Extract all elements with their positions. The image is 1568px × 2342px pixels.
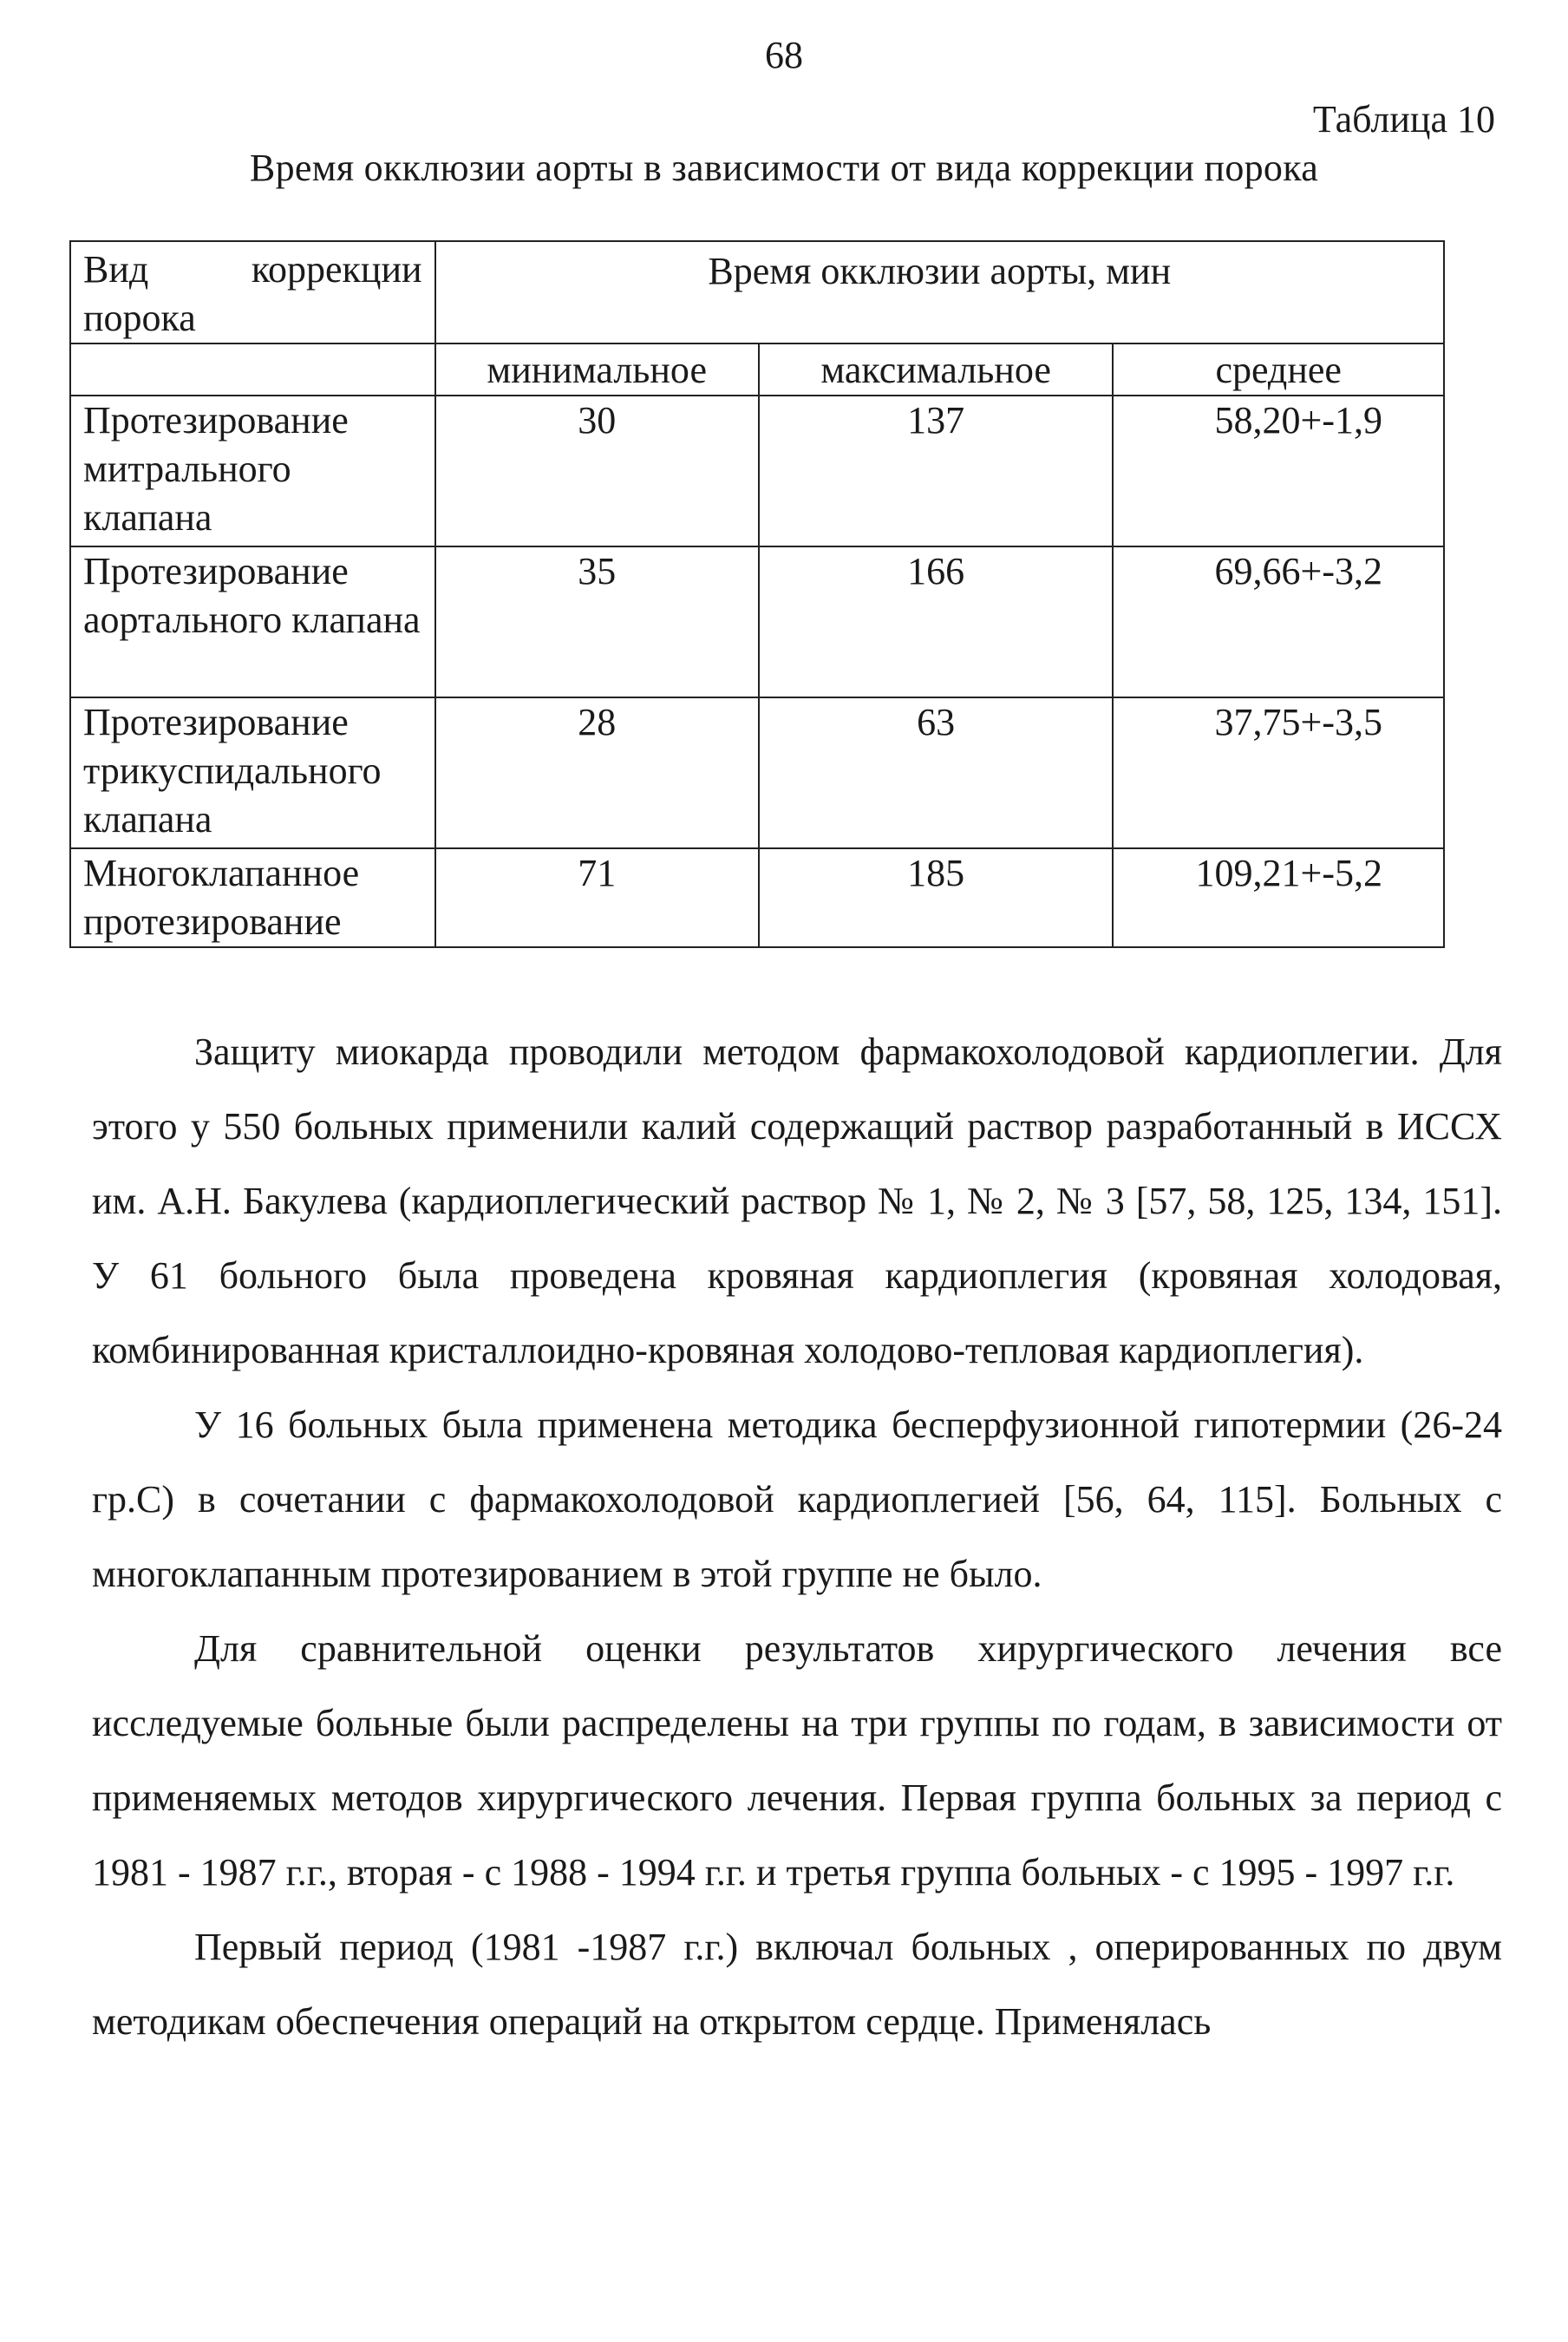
max-cell: 185 (759, 848, 1114, 947)
column-header-max: максимальное (759, 343, 1114, 396)
body-text (92, 1015, 1502, 2059)
max-cell: 137 (759, 396, 1114, 546)
row-name-cell: Протезирование трикуспидального клапана (70, 697, 435, 848)
row-name-cell: Протезирование митрального клапана (70, 396, 435, 546)
row-name-cell: Многоклапанное протезирование (70, 848, 435, 947)
table-row (70, 546, 1444, 697)
table-row (70, 396, 1444, 546)
paragraph: Защиту миокарда проводили методом фармакохолодовой кардиоплегии. Для этого у 550 больных применили калий содержащий раствор разработанный в ИССХ им. А.Н. Бакулева (кардиоплегический раствор № 1, № 2, № 3 [57, 58, 125, 134, 151]. У 61 больного была проведена кровяная кардиоплегия (кровяная холодовая, комбинированная кристаллоидно-кровяная холодово-тепловая кардиоплегия). (92, 1030, 1502, 1371)
aortic-occlusion-table (69, 240, 1445, 948)
empty-header-cell (70, 343, 435, 396)
paragraph: Первый период (1981 -1987 г.г.) включал больных , оперированных по двум методикам обеспечения операций на открытом сердце. Применялась (92, 1926, 1502, 2043)
mean-cell: 37,75+-3,5 (1113, 697, 1444, 848)
paragraph: Для сравнительной оценки результатов хирургического лечения все исследуемые больные были распределены на три группы по годам, в зависимости от применяемых методов хирургического лечения. Первая группа больных за период с 1981 - 1987 г.г., вторая - с 1988 - 1994 г.г. и третья группа больных - с 1995 - 1997 г.г. (92, 1627, 1502, 1894)
table-header-row (70, 241, 1444, 343)
paragraph: У 16 больных была применена методика бесперфузионной гипотермии (26-24 гр.С) в сочетании с фармакохолодовой кардиоплегией [56, 64, 115]. Больных с многоклапанным протезированием в этой группе не было. (92, 1403, 1502, 1595)
table-row (70, 697, 1444, 848)
min-cell: 28 (435, 697, 759, 848)
row-header-cell: Вид коррекции порока (70, 241, 435, 343)
table-label: Таблица 10 (1312, 98, 1495, 141)
table-subheader-row (70, 343, 1444, 396)
mean-cell: 109,21+-5,2 (1113, 848, 1444, 947)
min-cell: 30 (435, 396, 759, 546)
table-title: Время окклюзии аорты в зависимости от вида коррекции порока (249, 147, 1319, 189)
max-cell: 63 (759, 697, 1114, 848)
max-cell: 166 (759, 546, 1114, 697)
column-header-min: минимальное (435, 343, 759, 396)
min-cell: 35 (435, 546, 759, 697)
group-header-cell: Время окклюзии аорты, мин (435, 241, 1444, 343)
row-name-cell: Протезирование аортального клапана (70, 546, 435, 697)
min-cell: 71 (435, 848, 759, 947)
column-header-mean: среднее (1113, 343, 1444, 396)
mean-cell: 69,66+-3,2 (1113, 546, 1444, 697)
table-row (70, 848, 1444, 947)
mean-cell: 58,20+-1,9 (1113, 396, 1444, 546)
page-number: 68 (765, 34, 803, 76)
